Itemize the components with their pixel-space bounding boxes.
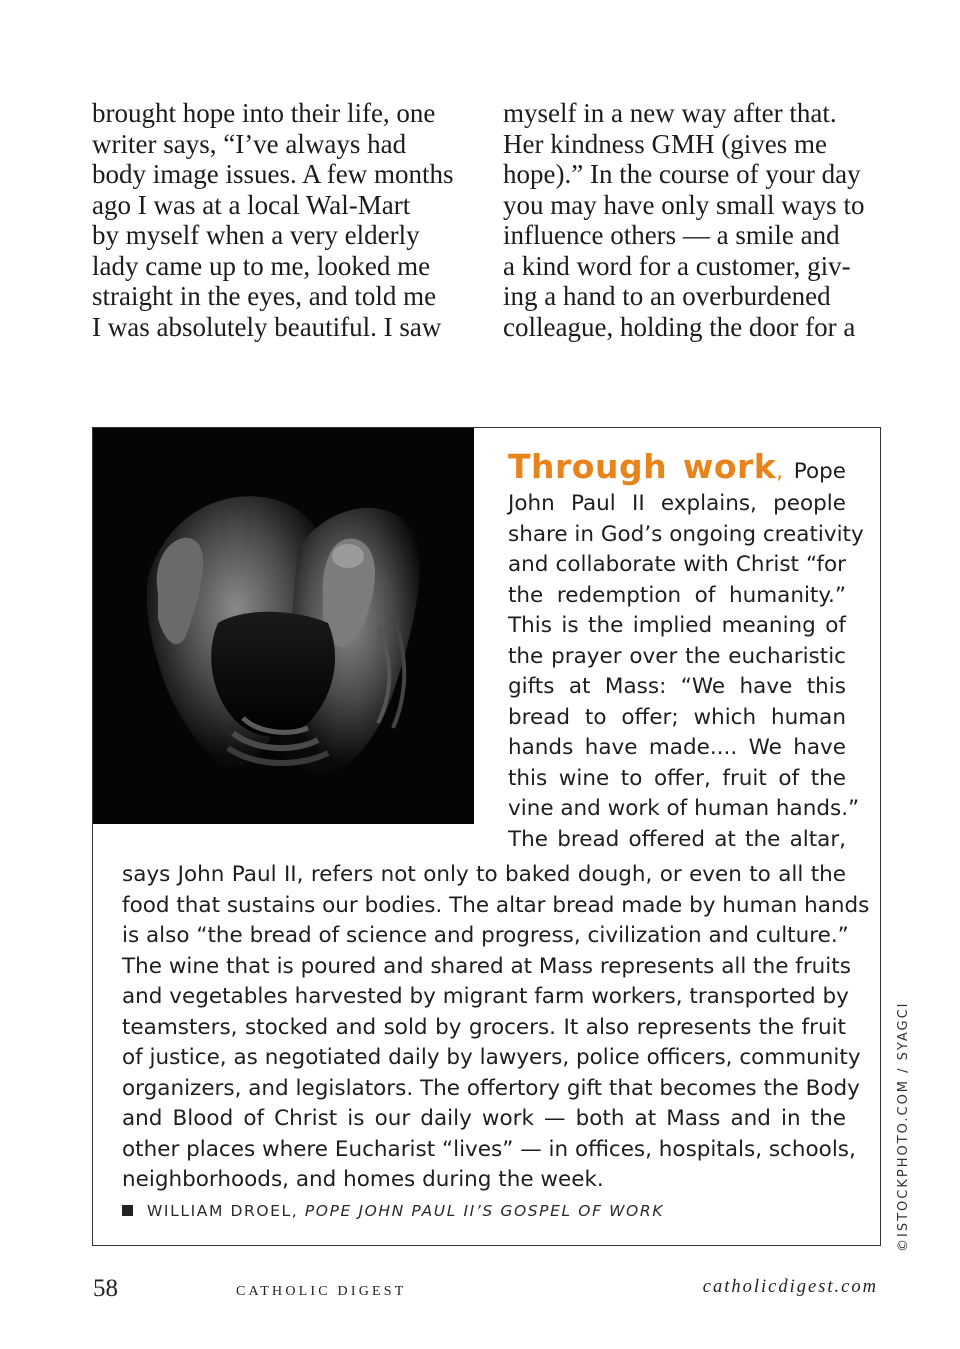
website-url: catholicdigest.com <box>702 1277 878 1297</box>
article-line: body image issues. A few months <box>92 159 454 189</box>
square-bullet-icon <box>122 1205 133 1216</box>
sidebar-line: gifts at Mass: “We have this <box>508 674 846 699</box>
sidebar-line: this wine to offer, fruit of the <box>508 765 846 791</box>
article-line: colleague, holding the door for a <box>503 311 856 342</box>
article-line: myself in a new way after that. <box>503 98 837 128</box>
sidebar-line: and collaborate with Christ “for <box>508 552 846 577</box>
source-title: POPE JOHN PAUL II’S GOSPEL OF WORK <box>304 1202 664 1220</box>
article-line: writer says, “I’ve always had <box>92 128 407 159</box>
article-line: a kind word for a customer, giv- <box>503 250 851 281</box>
article-line: influence others — a smile and <box>503 220 840 250</box>
photo-credit: ©ISTOCKPHOTO.COM / SYAGCI <box>896 1001 911 1252</box>
cupped-hands-image <box>93 428 474 824</box>
sidebar-line: of justice, as negotiated daily by lawyers, police officers, community <box>122 1045 861 1070</box>
sidebar-line: bread to offer; which human <box>508 704 846 730</box>
sidebar-line: hands have made.... We have <box>508 735 846 760</box>
article-column-left <box>92 98 482 342</box>
sidebar-line: food that sustains our bodies. The altar bread made by human hands <box>122 892 870 918</box>
sidebar-line: the redemption of humanity.” <box>508 582 846 608</box>
sidebar-line: teamsters, stocked and sold by grocers. It also represents the fruit <box>122 1014 846 1040</box>
sidebar-text-upper <box>508 447 864 855</box>
page-number: 58 <box>93 1275 118 1302</box>
sidebar-line: organizers, and legislators. The offertory gift that becomes the Body <box>122 1075 860 1101</box>
magazine-name: CATHOLIC DIGEST <box>236 1284 407 1299</box>
sidebar-title-rest: Pope <box>783 459 846 484</box>
cupped-hands-photo <box>93 428 474 824</box>
sidebar-line: John Paul II explains, people <box>508 491 846 516</box>
article-line: Her kindness GMH (gives me <box>503 128 827 159</box>
sidebar-line: The bread offered at the altar, <box>508 826 846 852</box>
sidebar-title-comma: , <box>776 459 784 484</box>
sidebar-source-citation <box>122 1202 664 1220</box>
article-line: by myself when a very elderly <box>92 220 420 250</box>
article-line: you may have only small ways to <box>503 189 865 220</box>
article-line: straight in the eyes, and told me <box>92 281 437 311</box>
source-author: WILLIAM DROEL, <box>147 1202 305 1220</box>
sidebar-line: vine and work of human hands.” <box>508 796 860 821</box>
article-line: lady came up to me, looked me <box>92 250 431 281</box>
article-line: ing a hand to an overburdened <box>503 281 831 311</box>
sidebar-line: neighborhoods, and homes during the week. <box>122 1167 604 1192</box>
sidebar-line: share in God’s ongoing creativity <box>508 521 864 547</box>
article-line: brought hope into their life, one <box>92 98 436 128</box>
sidebar-line: other places where Eucharist “lives” — in offices, hospitals, schools, <box>122 1136 856 1162</box>
sidebar-line: The wine that is poured and shared at Mass represents all the fruits <box>122 953 851 979</box>
sidebar-line: the prayer over the eucharistic <box>508 643 846 669</box>
article-line: I was absolutely beautiful. I saw <box>92 311 442 342</box>
sidebar-line: and Blood of Christ is our daily work — both at Mass and in the <box>122 1106 846 1131</box>
sidebar-title: Through work <box>508 447 777 486</box>
sidebar-title-line <box>508 449 846 489</box>
sidebar-text-lower <box>122 860 870 1196</box>
article-line: hope).” In the course of your day <box>503 159 861 189</box>
sidebar-line: This is the implied meaning of <box>508 613 846 638</box>
article-line: ago I was at a local Wal-Mart <box>92 189 411 220</box>
sidebar-line: says John Paul II, refers not only to baked dough, or even to all the <box>122 862 846 887</box>
sidebar-line: and vegetables harvested by migrant farm workers, transported by <box>122 984 849 1009</box>
sidebar-line: is also “the bread of science and progress, civilization and culture.” <box>122 923 849 948</box>
article-column-right <box>503 98 883 342</box>
